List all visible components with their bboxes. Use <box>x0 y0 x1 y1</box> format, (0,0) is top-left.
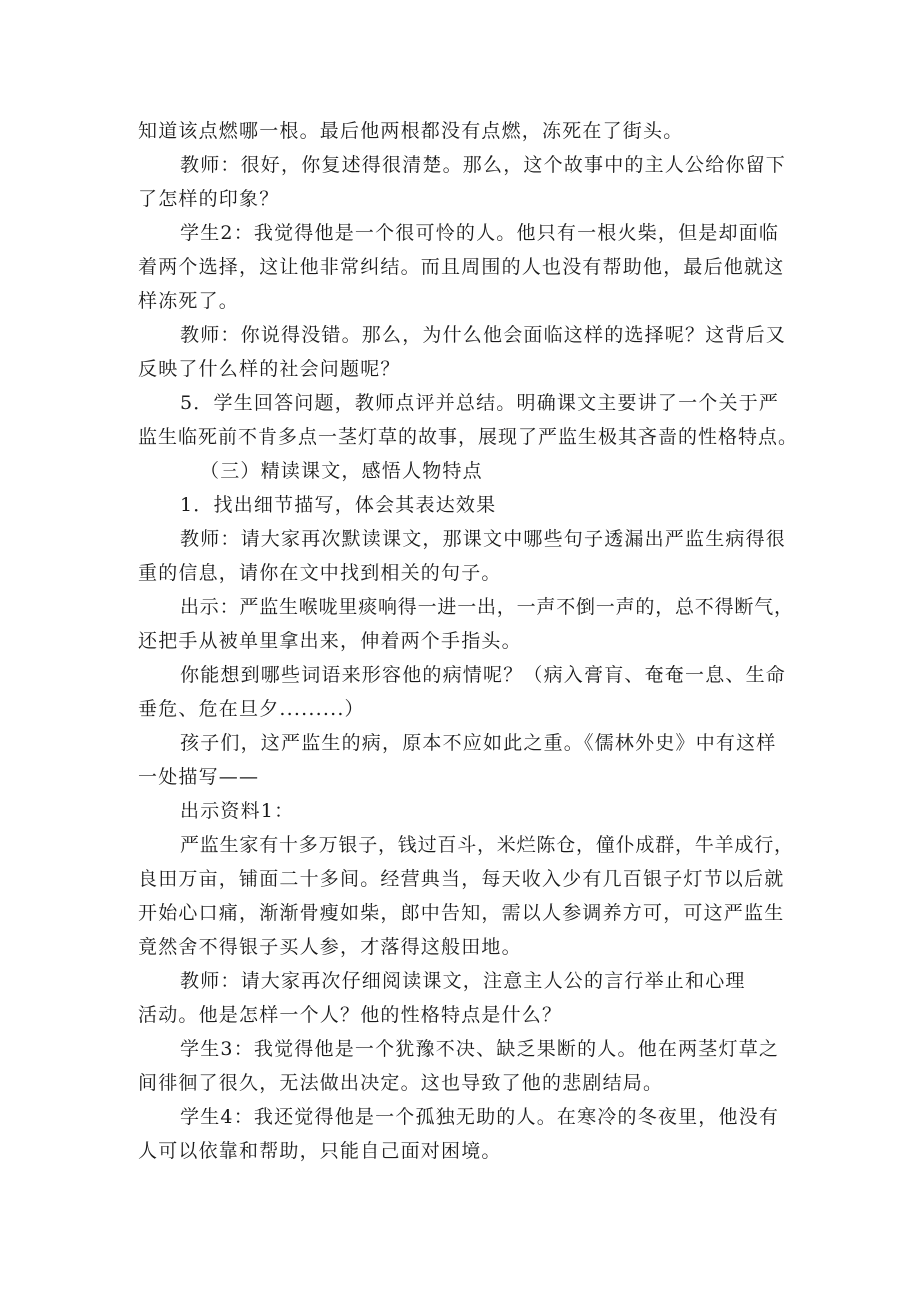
text-line: 重的信息，请你在文中找到相关的句子。 <box>138 562 502 584</box>
section-heading: （三）精读课文，感悟人物特点 <box>200 460 483 482</box>
text-line: 学生2：我觉得他是一个很可怜的人。他只有一根火柴，但是却面临 <box>180 222 780 244</box>
subsection-heading: 1．找出细节描写，体会其表达效果 <box>180 494 497 516</box>
text-line: 严监生家有十多万银子，钱过百斗，米烂陈仓，僮仆成群，牛羊成行， <box>180 834 794 856</box>
text-line: 你能想到哪些词语来形容他的病情呢？（病入膏肓、奄奄一息、生命 <box>180 664 787 686</box>
text-line: 垂危、危在旦夕.........） <box>138 698 365 720</box>
text-line: 良田万亩，铺面二十多间。经营典当，每天收入少有几百银子灯节以后就 <box>138 868 785 890</box>
text-line: 开始心口痛，渐渐骨瘦如柴，郎中告知，需以人参调养方可，可这严监生 <box>138 902 785 924</box>
text-line: 出示：严监生喉咙里痰响得一进一出，一声不倒一声的，总不得断气， <box>180 596 794 618</box>
text-line: 着两个选择，这让他非常纠结。而且周围的人也没有帮助他，最后他就这 <box>138 256 785 278</box>
text-line: 知道该点燃哪一根。最后他两根都没有点燃，冻死在了街头。 <box>138 120 684 142</box>
text-line: 了怎样的印象？ <box>138 188 280 210</box>
text-line: 反映了什么样的社会问题呢？ <box>138 358 401 380</box>
text-line: 学生3：我觉得他是一个犹豫不决、缺乏果断的人。他在两茎灯草之 <box>180 1038 780 1060</box>
text-line: 学生4：我还觉得他是一个孤独无助的人。在寒冷的冬夜里，他没有 <box>180 1106 780 1128</box>
text-line: 人可以依靠和帮助，只能自己面对困境。 <box>138 1140 502 1162</box>
text-line: 教师：很好，你复述得很清楚。那么，这个故事中的主人公给你留下 <box>180 154 787 176</box>
text-line: 样冻死了。 <box>138 290 240 312</box>
text-line: 孩子们，这严监生的病，原本不应如此之重。《儒林外史》中有这样 <box>180 732 777 754</box>
text-line: 还把手从被单里拿出来，伸着两个手指头。 <box>138 630 522 652</box>
text-line: 间徘徊了很久，无法做出决定。这也导致了他的悲剧结局。 <box>138 1072 664 1094</box>
text-line: 5．学生回答问题，教师点评并总结。明确课文主要讲了一个关于严 <box>180 392 780 414</box>
text-line: 教师：你说得没错。那么，为什么他会面临这样的选择呢？这背后又 <box>180 324 787 346</box>
text-line: 一处描写—— <box>138 766 260 788</box>
text-line: 竟然舍不得银子买人参，才落得这般田地。 <box>138 936 522 958</box>
text-line: 活动。他是怎样一个人？他的性格特点是什么？ <box>138 1004 563 1026</box>
text-line: 教师：请大家再次仔细阅读课文，注意主人公的言行举止和心理 <box>180 970 746 992</box>
text-line: 出示资料1： <box>180 800 295 822</box>
text-line: 教师：请大家再次默读课文，那课文中哪些句子透漏出严监生病得很 <box>180 528 787 550</box>
text-line: 监生临死前不肯多点一茎灯草的故事，展现了严监生极其吝啬的性格特点。 <box>138 426 799 448</box>
